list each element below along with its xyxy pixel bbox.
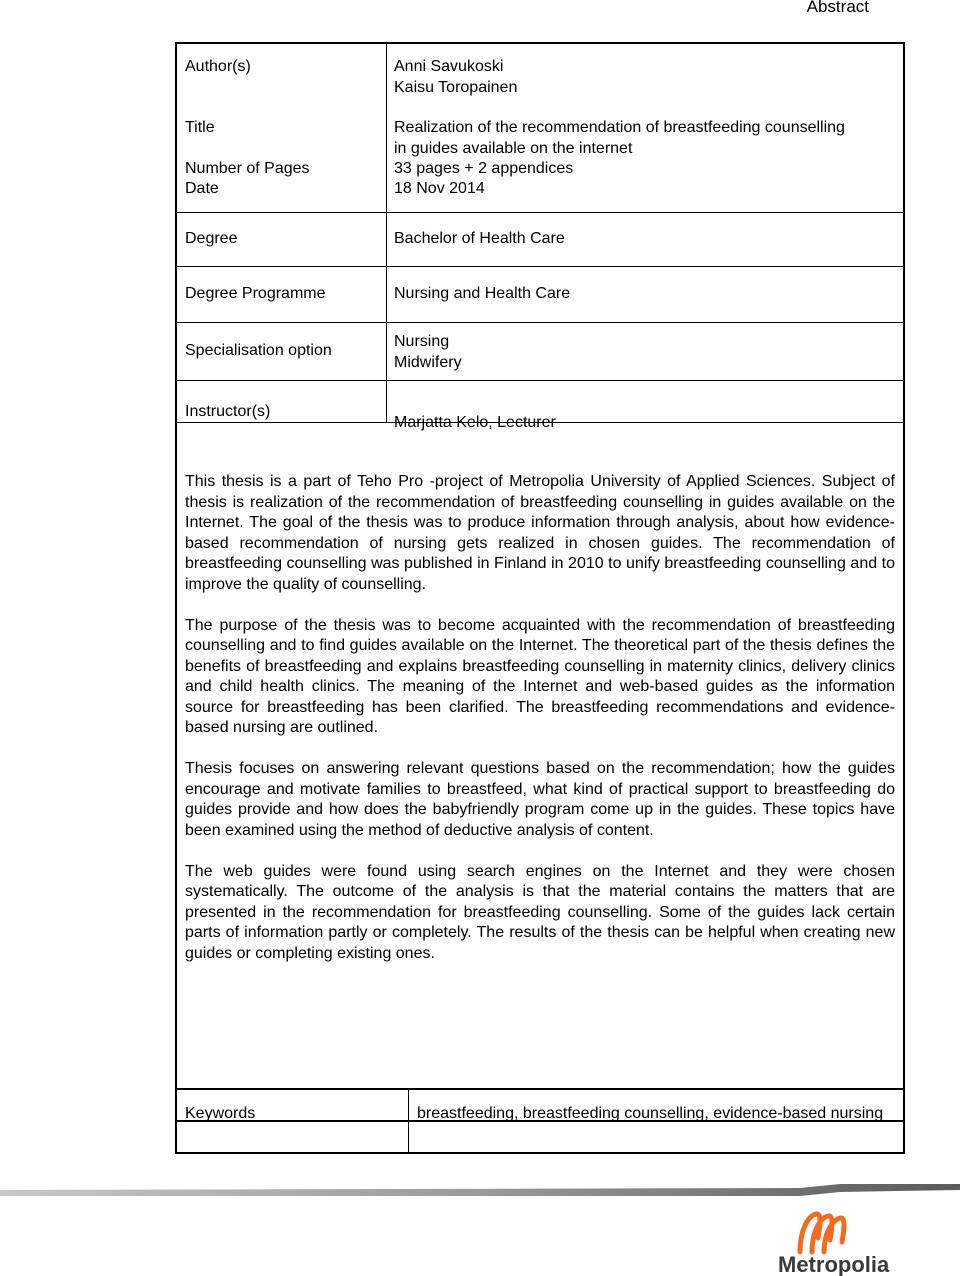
title-value (394, 118, 897, 159)
row-divider (177, 422, 903, 423)
logo-mark (800, 1214, 844, 1252)
author-label: Author(s) (185, 58, 251, 75)
title-label: Title (185, 119, 215, 136)
keywords-table (175, 1088, 905, 1154)
column-divider (408, 1090, 409, 1152)
instructor-value: Marjatta Kelo, Lecturer (394, 414, 556, 431)
metropolia-logo (770, 1200, 920, 1276)
programme-label: Degree Programme (185, 285, 326, 302)
author-name: Kaisu Toropainen (394, 78, 518, 96)
metadata-table (175, 42, 905, 1122)
abstract-paragraph: The purpose of the thesis was to become acquainted with the recommendation of breastfeeding counselling and to find guides available on the Internet. The theoretical part of the thesis defines the benefits of breastfeeding and explains breastfeeding counselling in maternity clinics, delivery clinics and child health clinics. The meaning of the Internet and web-based guides as the information source for breastfeeding has been clarified. The breastfeeding recommendations and evidence-based nursing are outlined. (185, 616, 895, 736)
row-divider (177, 212, 903, 213)
specialisation-item: Nursing (394, 333, 450, 350)
date-label: Date (185, 180, 219, 197)
instructor-label: Instructor(s) (185, 403, 271, 420)
row-divider (177, 266, 903, 267)
degree-value: Bachelor of Health Care (394, 230, 565, 247)
row-divider (177, 380, 903, 381)
keywords-value: breastfeeding, breastfeeding counselling, evidence-based nursing (417, 1105, 884, 1122)
degree-label: Degree (185, 230, 238, 247)
specialisation-values (394, 332, 897, 373)
logo-text: Metropolia (778, 1252, 890, 1276)
row-divider (177, 322, 903, 323)
pages-value: 33 pages + 2 appendices (394, 160, 574, 177)
programme-value: Nursing and Health Care (394, 285, 571, 302)
specialisation-label: Specialisation option (185, 342, 332, 359)
pages-label: Number of Pages (185, 160, 310, 177)
page-header-label: Abstract (806, 0, 869, 16)
title-line: in guides available on the internet (394, 139, 633, 157)
footer-swoosh-bar (0, 1184, 960, 1198)
abstract-paragraph: Thesis focuses on answering relevant questions based on the recommendation; how the guides encourage and motivate families to breastfeed, what kind of practical support to breastfeeding do guides provide and how does the babyfriendly program come up in the guides. These topics have been examined using the method of deductive analysis of content. (185, 760, 895, 839)
keywords-label: Keywords (185, 1105, 256, 1122)
author-values (394, 57, 897, 98)
column-divider (386, 44, 387, 422)
abstract-body (185, 472, 895, 985)
author-name: Anni Savukoski (394, 58, 504, 75)
date-value: 18 Nov 2014 (394, 180, 485, 197)
title-line: Realization of the recommendation of breastfeeding counselling (394, 119, 845, 136)
specialisation-item: Midwifery (394, 353, 462, 371)
abstract-paragraph: This thesis is a part of Teho Pro -project of Metropolia University of Applied Sciences. Subject of thesis is realization of the recommendation of breastfeeding counselling in guides available on the Internet. The goal of the thesis was to produce information through analysis, about how evidence-based recommendation of nursing gets realized in chosen guides. The recommendation of breastfeeding counselling was published in Finland in 2010 to unify breastfeeding counselling and to improve the quality of counselling. (185, 473, 895, 593)
abstract-paragraph: The web guides were found using search engines on the Internet and they were chosen systematically. The outcome of the analysis is that the material contains the matters that are presented in the recommendation for breastfeeding counselling. Some of the guides lack certain parts of information partly or completely. The results of the thesis can be helpful when creating new guides or completing existing ones. (185, 862, 895, 962)
